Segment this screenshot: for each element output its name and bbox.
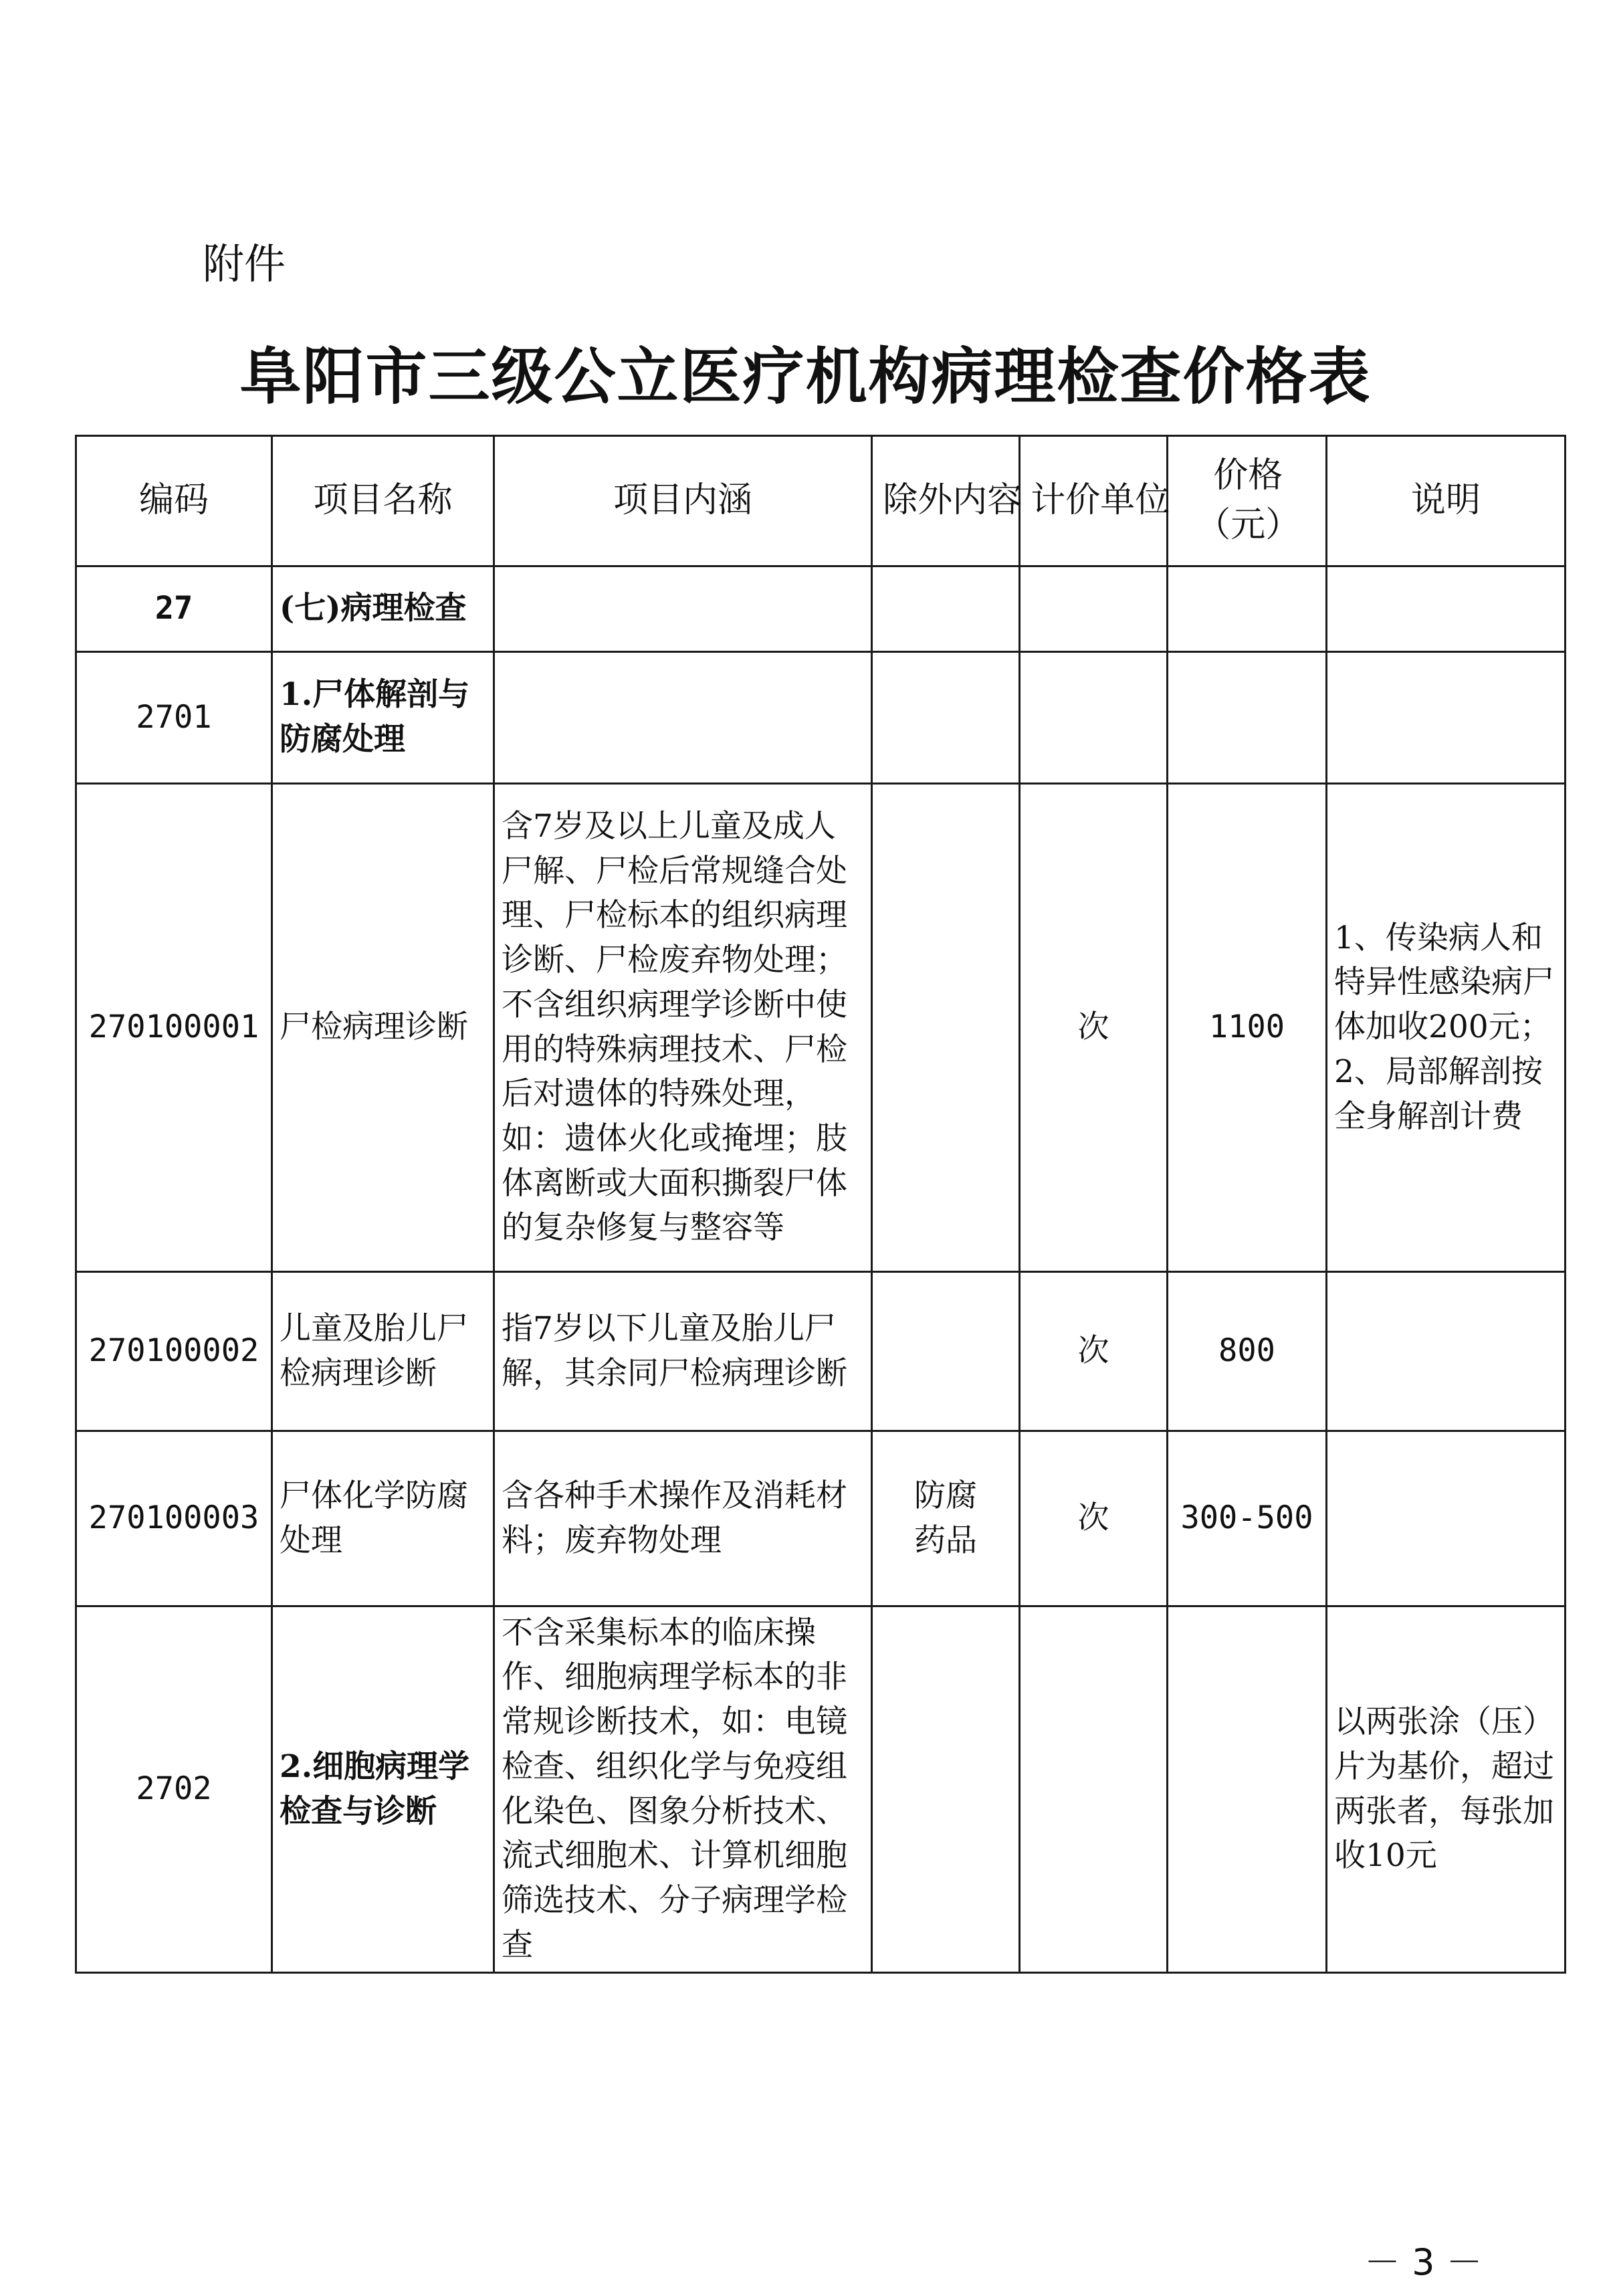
cell-code: 2702 — [76, 1606, 272, 1973]
table-header-row — [76, 436, 1566, 566]
cell-content: 不含采集标本的临床操作、细胞病理学标本的非常规诊断技术，如：电镜检查、组织化学与免疫组化染色、图象分析技术、流式细胞术、计算机细胞筛选技术、分子病理学检查 — [494, 1606, 872, 1973]
header-excluded: 除外内容 — [872, 436, 1020, 566]
cell-note — [1327, 1272, 1566, 1431]
cell-note — [1327, 1431, 1566, 1606]
cell-unit: 次 — [1020, 784, 1168, 1272]
cell-unit: 次 — [1020, 1431, 1168, 1606]
cell-name: 尸检病理诊断 — [272, 784, 494, 1272]
cell-excluded — [872, 784, 1020, 1272]
cell-excluded: 防腐药品 — [872, 1431, 1020, 1606]
cell-excluded — [872, 1272, 1020, 1431]
header-content: 项目内涵 — [494, 436, 872, 566]
table-row — [76, 1431, 1566, 1606]
table-row — [76, 1606, 1566, 1973]
cell-unit — [1020, 652, 1168, 784]
table-row — [76, 1272, 1566, 1431]
cell-price — [1168, 652, 1327, 784]
table-row — [76, 566, 1566, 652]
cell-note — [1327, 652, 1566, 784]
header-note: 说明 — [1327, 436, 1566, 566]
table-row — [76, 784, 1566, 1272]
cell-note — [1327, 566, 1566, 652]
cell-code: 270100003 — [76, 1431, 272, 1606]
header-name: 项目名称 — [272, 436, 494, 566]
cell-price — [1168, 1606, 1327, 1973]
cell-price: 800 — [1168, 1272, 1327, 1431]
cell-price — [1168, 566, 1327, 652]
cell-code: 270100002 — [76, 1272, 272, 1431]
cell-price: 1100 — [1168, 784, 1327, 1272]
header-code: 编码 — [76, 436, 272, 566]
cell-code: 27 — [76, 566, 272, 652]
cell-content — [494, 566, 872, 652]
cell-excluded — [872, 566, 1020, 652]
page-title: 阜阳市三级公立医疗机构病理检查价格表 — [239, 340, 1372, 413]
cell-code: 2701 — [76, 652, 272, 784]
cell-name: (七)病理检查 — [272, 566, 494, 652]
cell-note: 1、传染病人和特异性感染病尸体加收200元；2、局部解剖按全身解剖计费 — [1327, 784, 1566, 1272]
cell-name: 2.细胞病理学检查与诊断 — [272, 1606, 494, 1973]
cell-code: 270100001 — [76, 784, 272, 1272]
cell-price: 300-500 — [1168, 1431, 1327, 1606]
cell-excluded — [872, 1606, 1020, 1973]
header-unit: 计价单位 — [1020, 436, 1168, 566]
header-price: 价格（元） — [1168, 436, 1327, 566]
attachment-label: 附件 — [203, 239, 286, 288]
cell-excluded — [872, 652, 1020, 784]
cell-name: 尸体化学防腐处理 — [272, 1431, 494, 1606]
cell-unit — [1020, 1606, 1168, 1973]
cell-content: 含各种手术操作及消耗材料；废弃物处理 — [494, 1431, 872, 1606]
cell-content — [494, 652, 872, 784]
page-number: － 3 － — [1364, 2241, 1483, 2283]
cell-content: 含7岁及以上儿童及成人尸解、尸检后常规缝合处理、尸检标本的组织病理诊断、尸检废弃物处理；不含组织病理学诊断中使用的特殊病理技术、尸检后对遗体的特殊处理，如：遗体火化或掩埋；肢体离断或大面积撕裂尸体的复杂修复与整容等 — [494, 784, 872, 1272]
cell-name: 儿童及胎儿尸检病理诊断 — [272, 1272, 494, 1431]
cell-unit: 次 — [1020, 1272, 1168, 1431]
cell-name: 1.尸体解剖与防腐处理 — [272, 652, 494, 784]
cell-unit — [1020, 566, 1168, 652]
cell-content: 指7岁以下儿童及胎儿尸解，其余同尸检病理诊断 — [494, 1272, 872, 1431]
cell-note: 以两张涂（压）片为基价，超过两张者，每张加收10元 — [1327, 1606, 1566, 1973]
table-row — [76, 652, 1566, 784]
price-table — [75, 435, 1566, 1974]
